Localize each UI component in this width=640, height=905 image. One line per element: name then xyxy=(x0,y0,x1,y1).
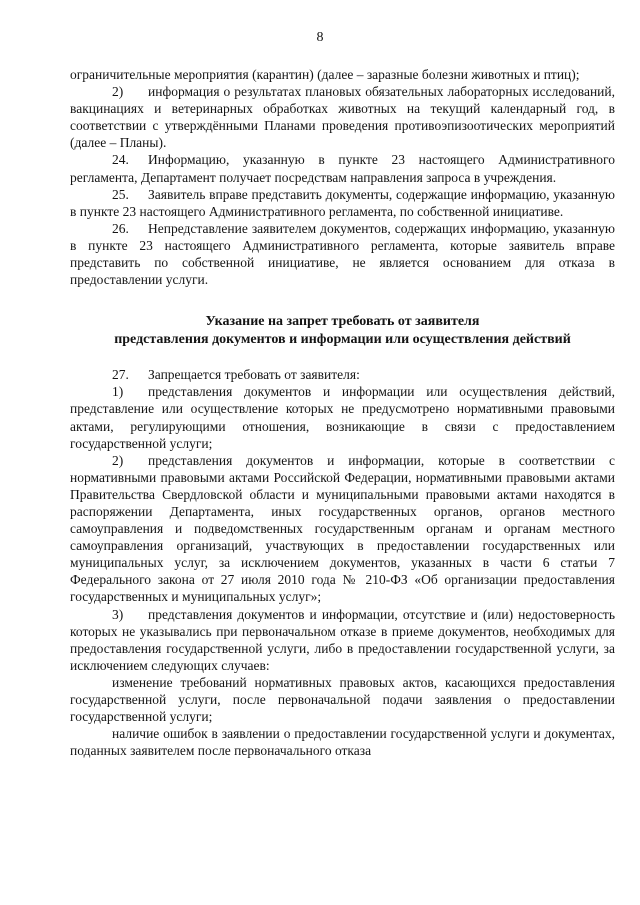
paragraph-p-case-errors xyxy=(70,725,615,759)
paragraph-text: изменение требований нормативных правовых актов, касающихся предоставления государственной услуги, после первоначальной подачи заявления о предоставлении государственной услуги; xyxy=(70,674,615,725)
section-heading xyxy=(70,313,615,348)
paragraph-p-25 xyxy=(70,186,615,220)
paragraph-p-27-item-3 xyxy=(70,606,615,674)
paragraph-text: представления документов и информации, которые в соответствии с нормативными правовыми актами Российской Федерации, нормативными правовыми актами Правительства Свердловской области и муниципальными правовыми актами находятся в распоряжении Департамента, иных государственных органов, органов местного самоуправления и подведомственных государственным органам и органам местного самоуправления организаций, участвующих в предоставлении государственных или муниципальных услуг, за исключением документов, указанных в части 6 статьи 7 Федерального закона от 27 июля 2010 года № 210-ФЗ «Об организации предоставления государственных и муниципальных услуг»; xyxy=(70,452,615,605)
paragraph-text: Запрещается требовать от заявителя: xyxy=(148,367,360,383)
paragraph-text: информация о результатах плановых обязательных лабораторных исследований, вакцинациях и ветеринарных обработках животных на текущий календарный год, в соответствии с утверждёнными Планами проведения противоэпизоотических мероприятий (далее – Планы). xyxy=(70,84,615,151)
paragraph-number: 1) xyxy=(112,384,124,400)
paragraph-number: 27. xyxy=(112,367,129,383)
paragraphs-after xyxy=(70,366,615,759)
paragraph-p-24 xyxy=(70,151,615,185)
paragraph-text: представления документов и информации, отсутствие и (или) недостоверность которых не указывались при первоначальном отказе в приеме документов, необходимых для предоставления государственной услуги, либо в предоставлении государственной услуги, за исключением следующих случаев: xyxy=(70,606,615,673)
paragraph-p-case-change xyxy=(70,674,615,725)
paragraph-text: представления документов и информации или осуществления действий, представление или осуществление которых не предусмотрено нормативными правовыми актами, регулирующими отношения, возникающие в связи с предоставлением государственной услуги; xyxy=(70,384,615,451)
paragraph-number: 24. xyxy=(112,152,129,168)
page-number: 8 xyxy=(316,30,324,45)
paragraph-number: 2) xyxy=(112,84,124,100)
paragraph-text: Информацию, указанную в пункте 23 настоящего Административного регламента, Департамент получает посредствам направления запроса в учреждения. xyxy=(70,152,615,185)
paragraph-number: 2) xyxy=(112,452,124,468)
paragraph-text: Непредставление заявителем документов, содержащих информацию, указанную в пункте 23 настоящего Административного регламента, которые заявитель вправе представить по собственной инициативе, не является основанием для отказа в предоставлении услуги. xyxy=(70,220,615,288)
document-body xyxy=(70,66,615,759)
paragraph-text: наличие ошибок в заявлении о предоставлении государственной услуги и документах, поданных заявителем после первоначального отказа xyxy=(70,726,615,759)
section-heading-line-2: представления документов и информации или осуществления действий xyxy=(114,331,571,347)
paragraph-p-quarantine-cont xyxy=(70,66,615,83)
paragraph-p-27 xyxy=(70,366,615,383)
paragraph-p-26 xyxy=(70,220,615,288)
paragraph-p-27-item-2 xyxy=(70,452,615,606)
paragraph-number: 26. xyxy=(112,220,129,236)
paragraphs-before xyxy=(70,66,615,288)
paragraph-text: ограничительные мероприятия (карантин) (далее – заразные болезни животных и птиц); xyxy=(70,67,580,82)
paragraph-number: 3) xyxy=(112,606,124,622)
paragraph-text: Заявитель вправе представить документы, содержащие информацию, указанную в пункте 23 настоящего Административного регламента, по собственной инициативе. xyxy=(70,186,615,219)
paragraph-number: 25. xyxy=(112,186,129,202)
paragraph-p-27-item-1 xyxy=(70,383,615,451)
section-heading-line-1: Указание на запрет требовать от заявителя xyxy=(205,314,480,330)
paragraph-p-item-2-info xyxy=(70,83,615,151)
